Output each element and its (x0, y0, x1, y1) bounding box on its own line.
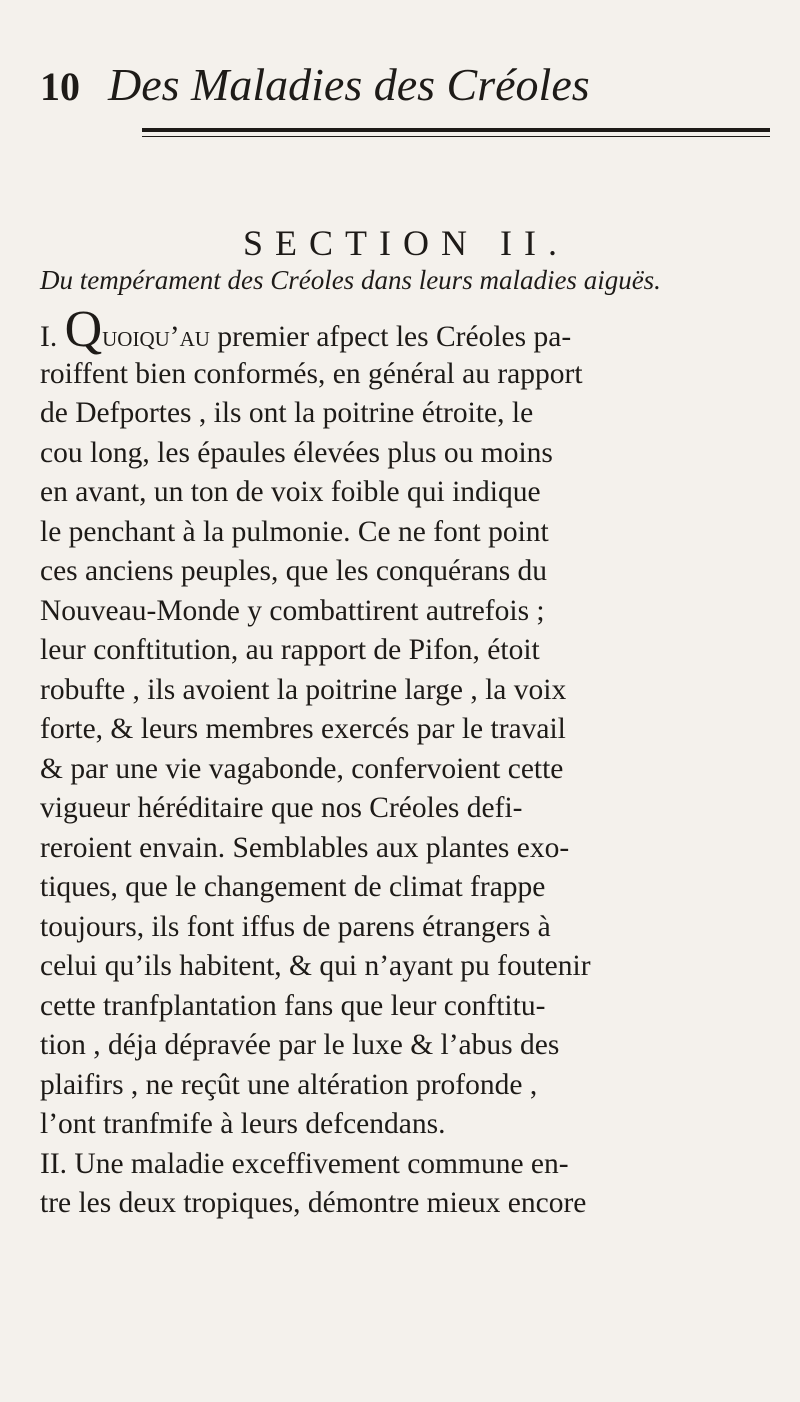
text-line: ces anciens peuples, que les conquérans du (40, 555, 548, 587)
text-line: roiffent bien conformés, en général au rapport (40, 357, 583, 390)
header-rule-thick (142, 128, 770, 132)
text-line: forte, & leurs membres exercés par le travail (40, 713, 566, 745)
text-line: tion , déja dépravée par le luxe & l’abus des (40, 1029, 560, 1061)
text-line: & par une vie vagabonde, confervoient cette (40, 752, 564, 785)
text-line: cette tranfplantation fans que leur conftitu- (40, 989, 546, 1022)
small-caps-opening: uoiqu’au (102, 321, 210, 353)
section-subtitle: Du tempérament des Créoles dans leurs maladies aiguës. (40, 265, 661, 295)
text-line: celui qu’ils habitent, & qui n’ayant pu foutenir (40, 950, 591, 982)
first-line-rest: premier afpect les Créoles pa- (217, 321, 572, 353)
text-line: tiques, que le changement de climat frappe (40, 871, 546, 903)
text-line: cou long, les épaules élevées plus ou moins (40, 436, 553, 469)
header-rule-thin (142, 136, 770, 137)
text-line: de Defportes , ils ont la poitrine étroite, le (40, 397, 534, 429)
text-line: reroient envain. Semblables aux plantes exo- (40, 831, 570, 864)
section-heading: SECTION II. (243, 223, 569, 263)
text-line: tre les deux tropiques, démontre mieux encore (40, 1187, 587, 1219)
text-line: en avant, un ton de voix foible qui indique (40, 476, 541, 508)
running-head (40, 58, 590, 108)
text-line: plaifirs , ne reçût une altération profonde , (40, 1068, 538, 1101)
paragraph-number: I. (40, 321, 58, 353)
text-line: leur conftitution, au rapport de Pifon, étoit (40, 634, 540, 666)
first-line (40, 301, 780, 358)
paragraph-2-start: II. Une maladie exceffivement commune en- (40, 1147, 569, 1180)
running-title: Des Maladies des Créoles (108, 59, 590, 110)
body-text (40, 301, 780, 1224)
text-line: robufte , ils avoient la poitrine large , la voix (40, 673, 567, 706)
text-line: vigueur héréditaire que nos Créoles defi- (40, 792, 523, 824)
page-number: 10 (40, 64, 80, 109)
text-line: Nouveau-Monde y combattirent autrefois ; (40, 594, 545, 627)
drop-cap: Q (64, 301, 103, 358)
text-line: toujours, ils font iffus de parens étrangers à (40, 910, 551, 943)
text-line: l’ont tranfmife à leurs defcendans. (40, 1108, 446, 1140)
text-line: le penchant à la pulmonie. Ce ne font point (40, 515, 549, 548)
